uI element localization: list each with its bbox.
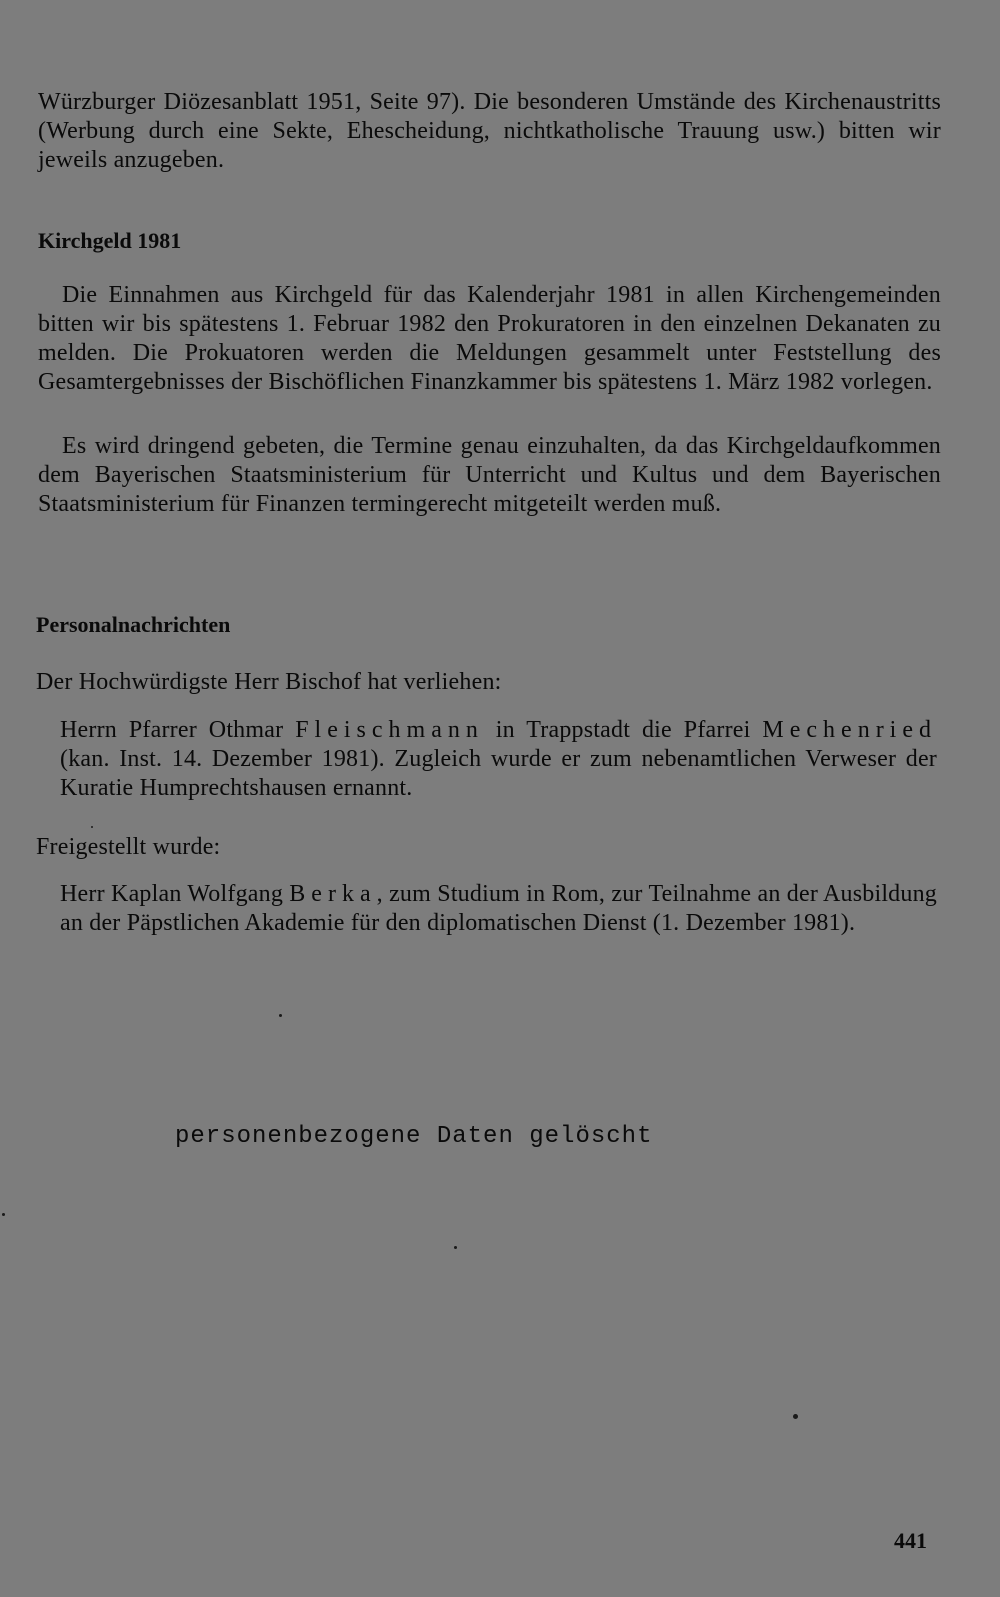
entry2-after: , zum Studium in Rom, zur Teilnahme an der Ausbildung an der Päpstlichen Akademie für den diplomatischen Dienst (1. Dezember 1981). — [60, 881, 937, 936]
entry1-before: Herrn Pfarrer Othmar — [60, 717, 296, 743]
entry1-middle: in Trappstadt die Pfarrei — [483, 717, 763, 743]
kirchgeld-heading: Kirchgeld 1981 — [38, 228, 182, 253]
kirchgeld-paragraph-2: Es wird dringend gebeten, die Termine genau einzuhalten, da das Kirchgeldaufkommen dem Bayerischen Staatsministerium für Unterricht und Kultus und dem Bayerischen Staatsministerium für Finanzen termingerecht mitgeteilt werden muß. — [38, 433, 941, 517]
scan-speck — [279, 1014, 282, 1017]
scan-speck — [793, 1414, 798, 1419]
release-entry-berka — [60, 880, 937, 938]
scan-speck — [2, 1213, 5, 1216]
person-name-fleischmann: Fleischmann — [295, 717, 484, 743]
personal-heading: Personalnachrichten — [36, 612, 231, 637]
freigestellt-intro: Freigestellt wurde: — [36, 834, 221, 860]
kirchgeld-paragraph-1: Die Einnahmen aus Kirchgeld für das Kalenderjahr 1981 in allen Kirchengemeinden bitten wir bis spätestens 1. Februar 1982 den Prokuratoren in den einzelnen Dekanaten zu melden. Die Prokuatoren werden die Meldungen gesammelt unter Feststellung des Gesamtergebnisses der Bischöflichen Finanzkammer bis spätestens 1. März 1982 vorlegen. — [38, 282, 941, 395]
entry2-before: Herr Kaplan Wolfgang — [60, 881, 290, 907]
entry1-after: (kan. Inst. 14. Dezember 1981). Zugleich wurde er zum nebenamtlichen Verweser der Kuratie Humprechtshausen ernannt. — [60, 746, 937, 801]
redaction-note: personenbezogene Daten gelöscht — [175, 1123, 653, 1150]
parish-name-mechenried: Mechenried — [762, 717, 937, 743]
verliehen-intro: Der Hochwürdigste Herr Bischof hat verliehen: — [36, 669, 502, 695]
scan-speck — [454, 1246, 457, 1249]
intro-paragraph: Würzburger Diözesanblatt 1951, Seite 97). Die besonderen Umstände des Kirchenaustritts (Werbung durch eine Sekte, Ehescheidung, nichtkatholische Trauung usw.) bitten wir jeweils anzugeben. — [38, 89, 941, 173]
scan-speck — [91, 826, 93, 828]
person-name-berka: Berka — [289, 881, 377, 907]
appointment-entry-fleischmann — [60, 716, 937, 803]
page-number: 441 — [894, 1528, 927, 1553]
